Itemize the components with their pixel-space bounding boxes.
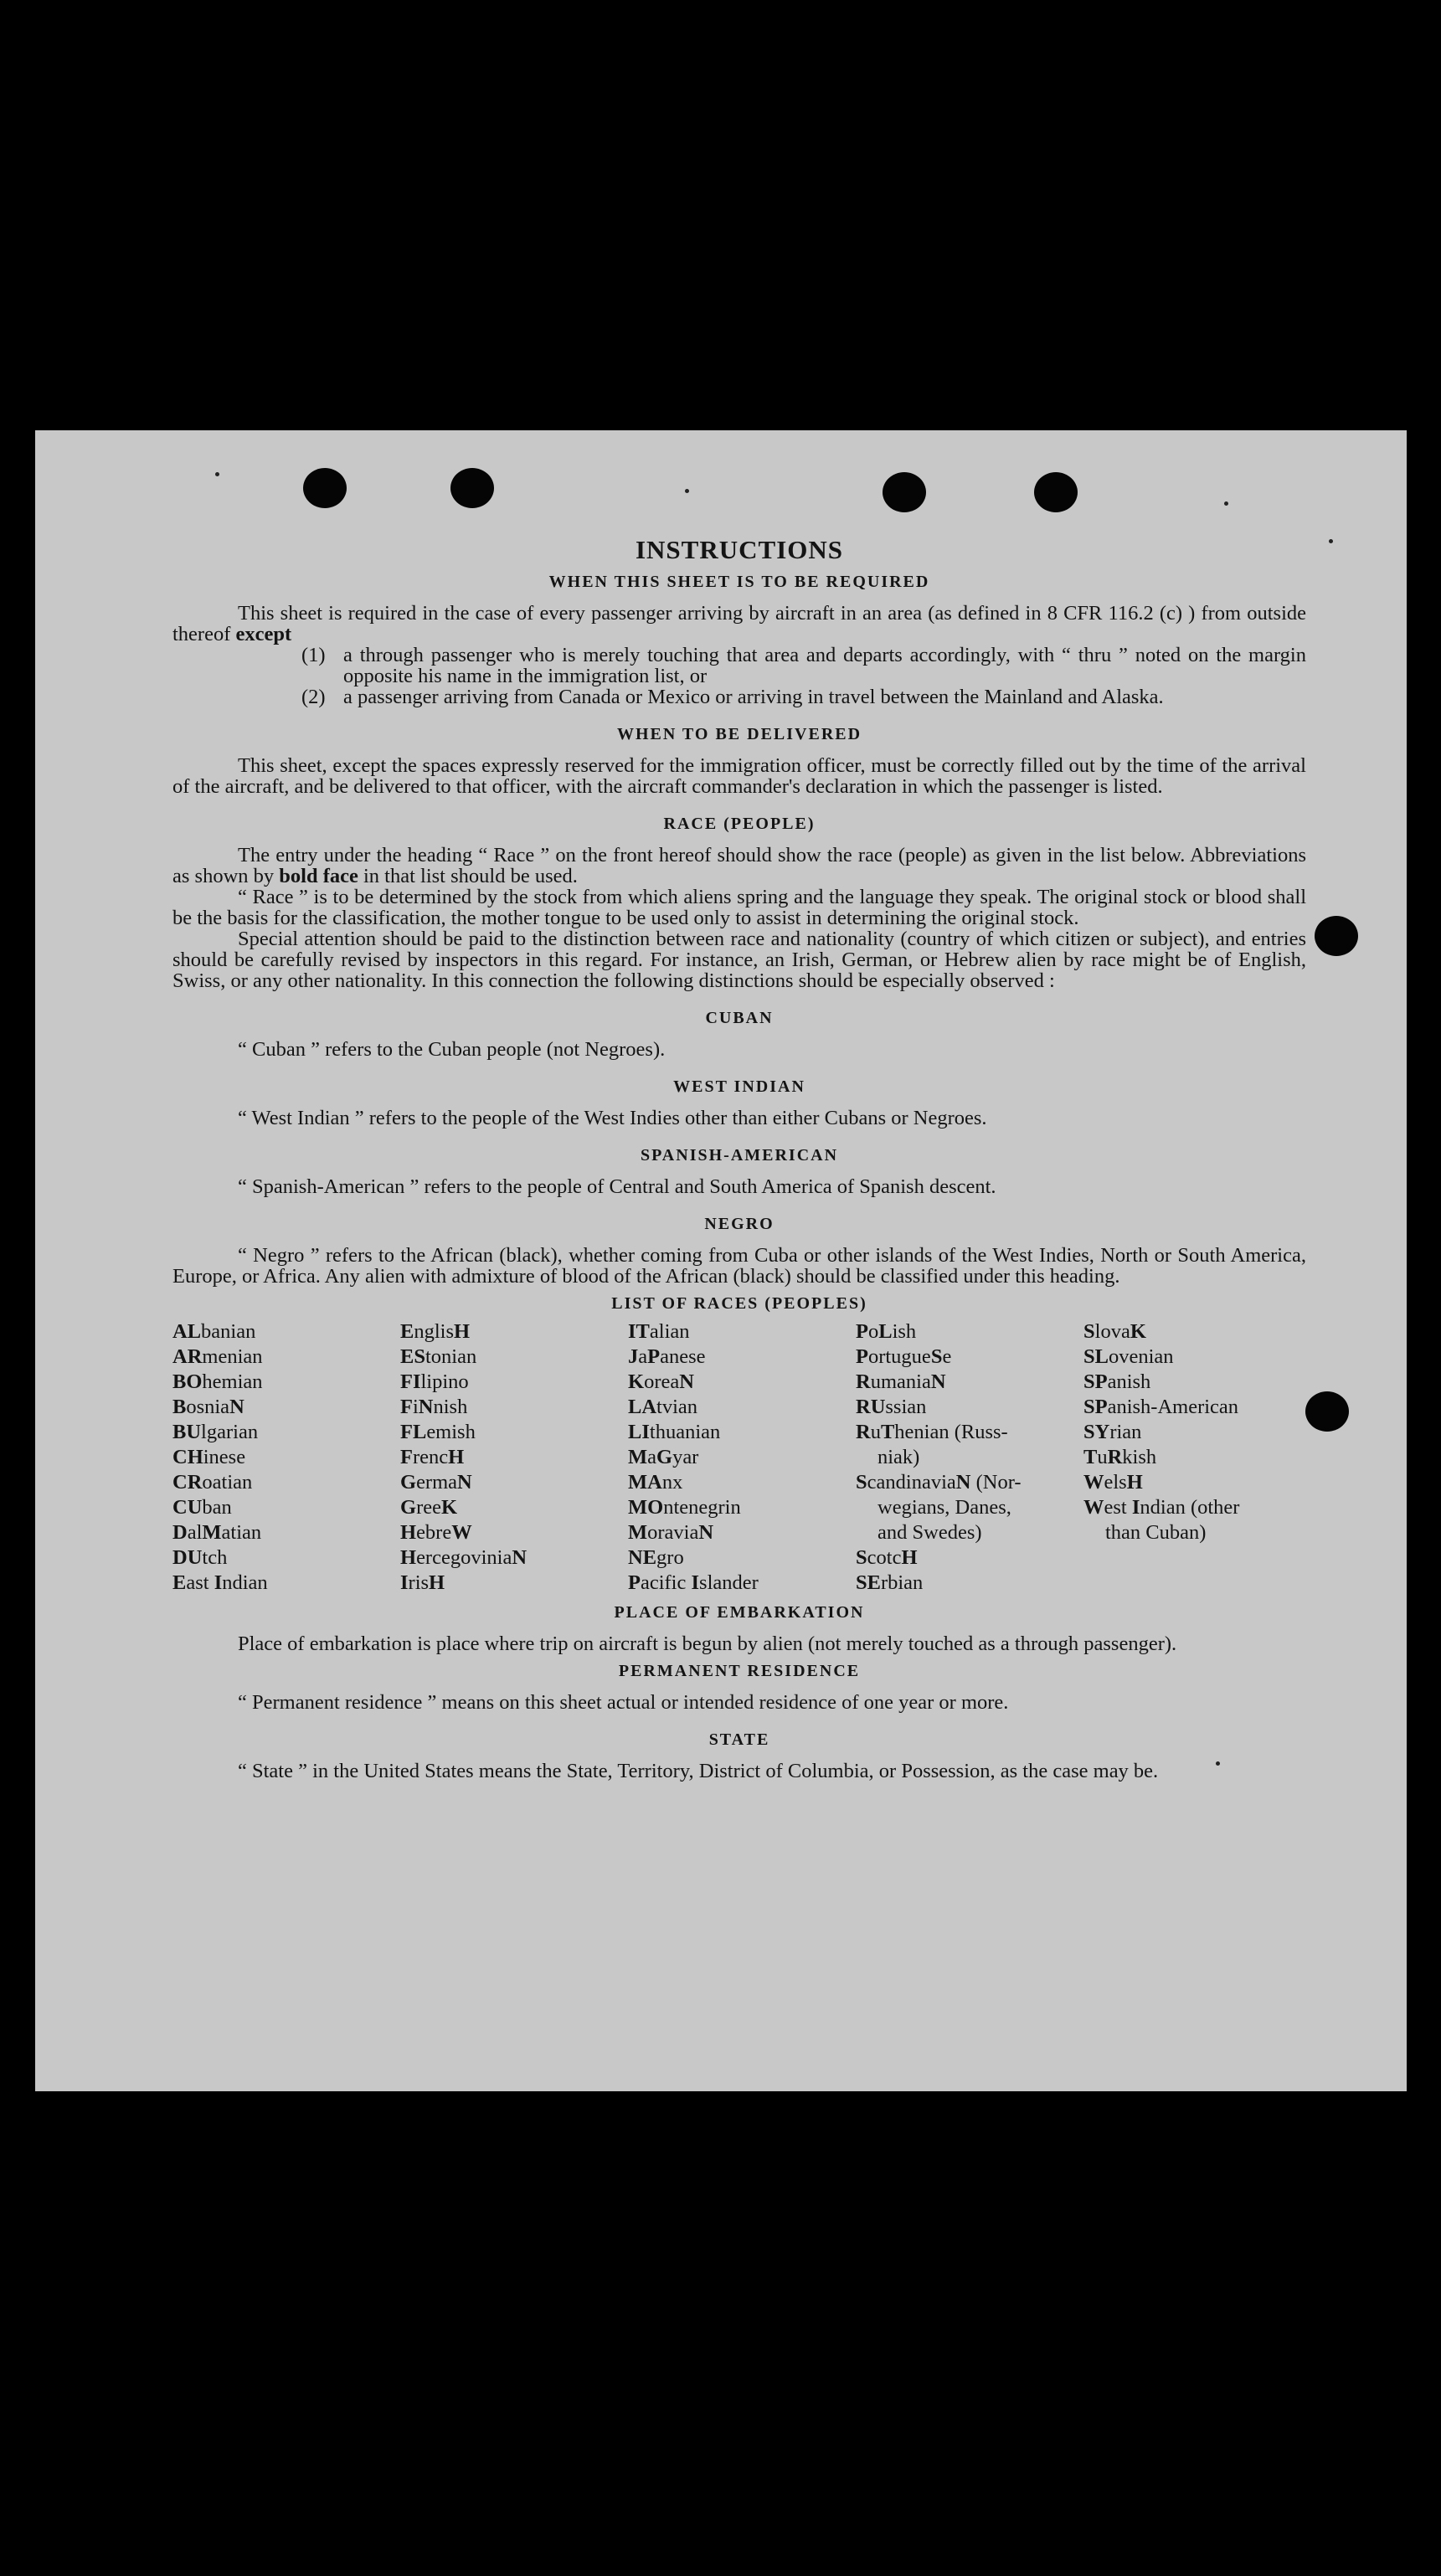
- race-entry: RumaniaN: [856, 1370, 946, 1393]
- definition: “ Negro ” refers to the African (black), whether coming from Cuba or other islands of the West Indies, North or South America, Europe, or Africa. Any alien with admixture of blood of the African (black) should be classified under this heading.: [172, 1244, 1306, 1288]
- race-entry: TuRkish: [1083, 1446, 1157, 1468]
- section-heading: PERMANENT RESIDENCE: [618, 1662, 861, 1680]
- race-entry: BOhemian: [172, 1370, 263, 1393]
- item-text: a passenger arriving from Canada or Mexico or arriving in travel between the Mainland and Alaska.: [343, 686, 1164, 708]
- race-entry: FrencH: [400, 1446, 465, 1468]
- section-heading: STATE: [708, 1730, 770, 1749]
- race-entry: LAtvian: [628, 1396, 698, 1418]
- race-entry: SYrian: [1083, 1421, 1142, 1443]
- race-entry: SlovaK: [1083, 1320, 1146, 1343]
- race-entry: DUtch: [172, 1546, 228, 1569]
- speck: [1329, 539, 1333, 543]
- paragraph: This sheet, except the spaces expressly reserved for the immigration officer, must be correctly filled out by the time of the arrival of the aircraft, and be delivered to that officer, with the aircraft commander's declaration in which the passenger is listed.: [172, 754, 1306, 798]
- race-entry: RUssian: [856, 1396, 927, 1418]
- races-column: [856, 1319, 1083, 1596]
- punch-hole: [1034, 472, 1078, 512]
- race-entry: WelsH: [1083, 1471, 1143, 1494]
- race-entry: HebreW: [400, 1521, 472, 1544]
- punch-hole: [1315, 916, 1358, 956]
- list-item: [301, 645, 1306, 686]
- document-sheet: [35, 430, 1407, 2091]
- race-entry: ARmenian: [172, 1345, 263, 1368]
- race-entry: SErbian: [856, 1571, 924, 1594]
- definition: “ Cuban ” refers to the Cuban people (not Negroes).: [238, 1038, 666, 1061]
- section-heading: CUBAN: [705, 1009, 774, 1027]
- list-item: [301, 686, 1306, 707]
- race-entry: JaPanese: [628, 1345, 706, 1368]
- race-entry: SPanish-American: [1083, 1396, 1239, 1418]
- item-number: (2): [301, 686, 326, 708]
- race-entry: FLemish: [400, 1421, 476, 1443]
- race-entry: PoLish: [856, 1320, 917, 1343]
- item-number: (1): [301, 644, 326, 666]
- paragraph: This sheet is required in the case of every passenger arriving by aircraft in an area (as defined in 8 CFR 116.2 (c) ) from outside thereof except: [172, 602, 1306, 645]
- race-entry: EnglisH: [400, 1320, 471, 1343]
- paragraph: “ Permanent residence ” means on this sheet actual or intended residence of one year or more.: [238, 1691, 1009, 1714]
- race-entry: FIlipino: [400, 1370, 469, 1393]
- race-entry: DalMatian: [172, 1521, 262, 1544]
- race-entry: SPanish: [1083, 1370, 1151, 1393]
- section-heading: RACE (PEOPLE): [663, 815, 816, 833]
- definition: “ Spanish-American ” refers to the people of Central and South America of Spanish descent.: [238, 1175, 996, 1198]
- race-entry: KoreaN: [628, 1370, 694, 1393]
- speck: [1224, 501, 1228, 506]
- race-entry: BUlgarian: [172, 1421, 259, 1443]
- section-heading: WEST INDIAN: [673, 1077, 805, 1096]
- race-entry: ALbanian: [172, 1320, 256, 1343]
- section-heading: LIST OF RACES (PEOPLES): [611, 1294, 867, 1313]
- race-entry: EStonian: [400, 1345, 477, 1368]
- page-title: INSTRUCTIONS: [635, 535, 843, 564]
- item-text: a through passenger who is merely touching that area and departs accordingly, with “ thru ” noted on the margin opposite his name in the immigration list, or: [343, 644, 1306, 687]
- section-heading: SPANISH-AMERICAN: [640, 1146, 839, 1165]
- paragraph: “ Race ” is to be determined by the stock from which aliens spring and the language they speak. The original stock or blood shall be the basis for the classification, the mother tongue to be used only to assist in determining the original stock.: [172, 886, 1306, 929]
- race-entry: CHinese: [172, 1446, 246, 1468]
- race-entry: HercegoviniaN: [400, 1546, 528, 1569]
- races-list: [172, 1319, 1306, 1596]
- section-heading: NEGRO: [704, 1215, 775, 1233]
- speck: [685, 489, 689, 493]
- race-entry: LIthuanian: [628, 1421, 721, 1443]
- race-entry: GermaN: [400, 1471, 472, 1494]
- race-entry: Pacific Islander: [628, 1571, 759, 1594]
- race-entry: ScandinaviaN (Nor- wegians, Danes, and Swedes): [856, 1471, 1022, 1544]
- instructions-content: [172, 535, 1306, 1782]
- race-entry: ITalian: [628, 1320, 690, 1343]
- race-entry: RuThenian (Russ- niak): [856, 1421, 1008, 1468]
- section-heading: WHEN THIS SHEET IS TO BE REQUIRED: [548, 573, 930, 591]
- races-column: [172, 1319, 400, 1596]
- punch-hole: [1305, 1391, 1349, 1432]
- race-entry: FiNnish: [400, 1396, 468, 1418]
- section-heading: WHEN TO BE DELIVERED: [616, 725, 862, 743]
- races-column: [400, 1319, 628, 1596]
- race-entry: IrisH: [400, 1571, 445, 1594]
- races-column: [1083, 1319, 1306, 1596]
- section-heading: PLACE OF EMBARKATION: [614, 1603, 865, 1622]
- race-entry: MaGyar: [628, 1446, 699, 1468]
- race-entry: NEgro: [628, 1546, 684, 1569]
- punch-hole: [883, 472, 926, 512]
- paragraph: The entry under the heading “ Race ” on the front hereof should show the race (people) as given in the list below. Abbreviations as shown by bold face in that list should be used.: [172, 844, 1306, 887]
- race-entry: SLovenian: [1083, 1345, 1174, 1368]
- paragraph: Place of embarkation is place where trip on aircraft is begun by alien (not merely touched as a through passenger).: [238, 1632, 1177, 1655]
- paragraph: Special attention should be paid to the distinction between race and nationality (country of which citizen or subject), and entries should be carefully revised by inspectors in this regard. For instance, an Irish, German, or Hebrew alien by race might be of English, Swiss, or any other nationality. In this connection the following distinctions should be especially observed :: [172, 928, 1306, 992]
- punch-hole: [303, 468, 347, 508]
- race-entry: MAnx: [628, 1471, 683, 1494]
- paragraph: “ State ” in the United States means the State, Territory, District of Columbia, or Possession, as the case may be.: [238, 1760, 1159, 1782]
- race-entry: BosniaN: [172, 1396, 244, 1418]
- race-entry: East Indian: [172, 1571, 268, 1594]
- race-entry: CRoatian: [172, 1471, 253, 1494]
- race-entry: MoraviaN: [628, 1521, 714, 1544]
- race-entry: MOntenegrin: [628, 1496, 741, 1519]
- speck: [215, 472, 219, 476]
- punch-hole: [450, 468, 494, 508]
- race-entry: CUban: [172, 1496, 232, 1519]
- definition: “ West Indian ” refers to the people of the West Indies other than either Cubans or Negroes.: [238, 1107, 987, 1129]
- race-entry: PortugueSe: [856, 1345, 952, 1368]
- race-entry: West Indian (other than Cuban): [1083, 1496, 1240, 1544]
- races-column: [628, 1319, 856, 1596]
- race-entry: GreeK: [400, 1496, 458, 1519]
- race-entry: ScotcH: [856, 1546, 918, 1569]
